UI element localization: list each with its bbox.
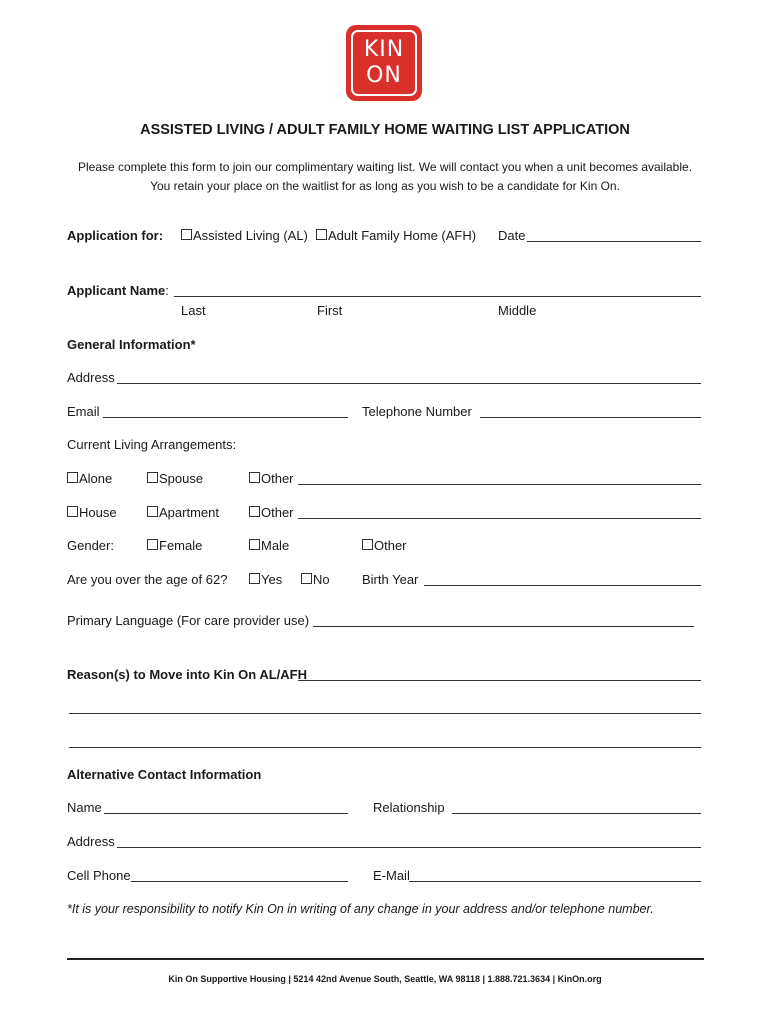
checkbox-box[interactable] xyxy=(316,229,327,240)
checkbox-assisted-living[interactable] xyxy=(181,228,308,243)
checkbox-box[interactable] xyxy=(147,472,158,483)
yes-label: Yes xyxy=(261,572,283,587)
checkbox-male[interactable] xyxy=(249,538,289,553)
alone-label: Alone xyxy=(79,471,113,486)
other-living-field[interactable] xyxy=(298,484,701,485)
reasons-field-line-3[interactable] xyxy=(69,747,701,748)
checkbox-box[interactable] xyxy=(249,539,260,550)
checkbox-box[interactable] xyxy=(301,573,312,584)
checkbox-box[interactable] xyxy=(181,229,192,240)
gender-label: Gender: xyxy=(67,538,114,553)
last-name-caption: Last xyxy=(181,303,206,318)
checkbox-female[interactable] xyxy=(147,538,202,553)
alt-name-label: Name xyxy=(67,800,102,815)
application-for-label: Application for: xyxy=(67,228,164,243)
alt-email-label: E-Mail xyxy=(373,868,410,883)
primary-language-field[interactable] xyxy=(313,626,694,627)
apartment-label: Apartment xyxy=(159,505,219,520)
checkbox-apartment[interactable] xyxy=(147,505,219,520)
telephone-field[interactable] xyxy=(480,417,701,418)
address-field[interactable] xyxy=(117,383,701,384)
over-62-label: Are you over the age of 62? xyxy=(67,572,228,587)
checkbox-box[interactable] xyxy=(249,573,260,584)
spouse-label: Spouse xyxy=(159,471,204,486)
relationship-label: Relationship xyxy=(373,800,445,815)
alt-address-label: Address xyxy=(67,834,115,849)
email-field[interactable] xyxy=(103,417,348,418)
alternative-contact-heading: Alternative Contact Information xyxy=(67,767,262,782)
checkbox-no[interactable] xyxy=(301,572,330,587)
checkbox-box[interactable] xyxy=(67,506,78,517)
checkbox-box[interactable] xyxy=(249,506,260,517)
date-field[interactable] xyxy=(527,241,701,242)
other-housing-field[interactable] xyxy=(298,518,701,519)
reasons-label: Reason(s) to Move into Kin On AL/AFH xyxy=(67,667,308,682)
email-label: Email xyxy=(67,404,100,419)
checkbox-box[interactable] xyxy=(147,506,158,517)
checkbox-house[interactable] xyxy=(67,505,117,520)
cell-phone-field[interactable] xyxy=(131,881,348,882)
assisted-living-label: Assisted Living (AL) xyxy=(193,228,308,243)
intro-line-2: You retain your place on the waitlist for as long as you wish to be a candidate for Kin On. xyxy=(150,179,620,193)
living-arrangements-label: Current Living Arrangements: xyxy=(67,437,237,452)
male-label: Male xyxy=(261,538,290,553)
gender-other-label: Other xyxy=(374,538,407,553)
birth-year-label: Birth Year xyxy=(362,572,419,587)
alt-email-field[interactable] xyxy=(409,881,701,882)
intro-line-1: Please complete this form to join our complimentary waiting list. We will contact you when a unit becomes available. xyxy=(77,160,693,174)
responsibility-note: *It is your responsibility to notify Kin On in writing of any change in your address and/or telephone number. xyxy=(67,902,654,916)
logo-text-on: ON xyxy=(366,63,402,88)
checkbox-alone[interactable] xyxy=(67,471,112,486)
general-info-heading: General Information* xyxy=(67,337,196,352)
checkbox-box[interactable] xyxy=(67,472,78,483)
alt-address-field[interactable] xyxy=(117,847,701,848)
reasons-field-line-1[interactable] xyxy=(298,680,701,681)
birth-year-field[interactable] xyxy=(424,585,701,586)
checkbox-other-living[interactable] xyxy=(249,471,294,486)
form-title: ASSISTED LIVING / ADULT FAMILY HOME WAITING LIST APPLICATION xyxy=(140,122,630,138)
footer-contact: Kin On Supportive Housing | 5214 42nd Avenue South, Seattle, WA 98118 | 1.888.721.3634 | KinOn.org xyxy=(168,974,602,984)
adult-family-home-label: Adult Family Home (AFH) xyxy=(328,228,477,243)
checkbox-box[interactable] xyxy=(249,472,260,483)
checkbox-box[interactable] xyxy=(362,539,373,550)
alt-name-field[interactable] xyxy=(104,813,348,814)
date-label: Date xyxy=(498,228,526,243)
female-label: Female xyxy=(159,538,203,553)
reasons-field-line-2[interactable] xyxy=(69,713,701,714)
address-label: Address xyxy=(67,370,115,385)
cell-phone-label: Cell Phone xyxy=(67,868,131,883)
checkbox-other-housing[interactable] xyxy=(249,505,294,520)
checkbox-spouse[interactable] xyxy=(147,471,203,486)
applicant-name-label: Applicant Name: xyxy=(67,283,169,298)
telephone-label: Telephone Number xyxy=(362,404,472,419)
checkbox-yes[interactable] xyxy=(249,572,282,587)
other-label: Other xyxy=(261,471,294,486)
no-label: No xyxy=(313,572,330,587)
kin-on-logo xyxy=(346,25,422,101)
checkbox-adult-family-home[interactable] xyxy=(316,228,476,243)
checkbox-gender-other[interactable] xyxy=(362,538,407,553)
middle-name-caption: Middle xyxy=(498,303,537,318)
first-name-caption: First xyxy=(317,303,343,318)
footer-divider xyxy=(67,958,704,960)
primary-language-label: Primary Language (For care provider use) xyxy=(67,613,310,628)
relationship-field[interactable] xyxy=(452,813,701,814)
applicant-name-field[interactable] xyxy=(174,296,701,297)
other-label: Other xyxy=(261,505,294,520)
checkbox-box[interactable] xyxy=(147,539,158,550)
logo-text-kin: KIN xyxy=(363,37,405,62)
house-label: House xyxy=(79,505,117,520)
